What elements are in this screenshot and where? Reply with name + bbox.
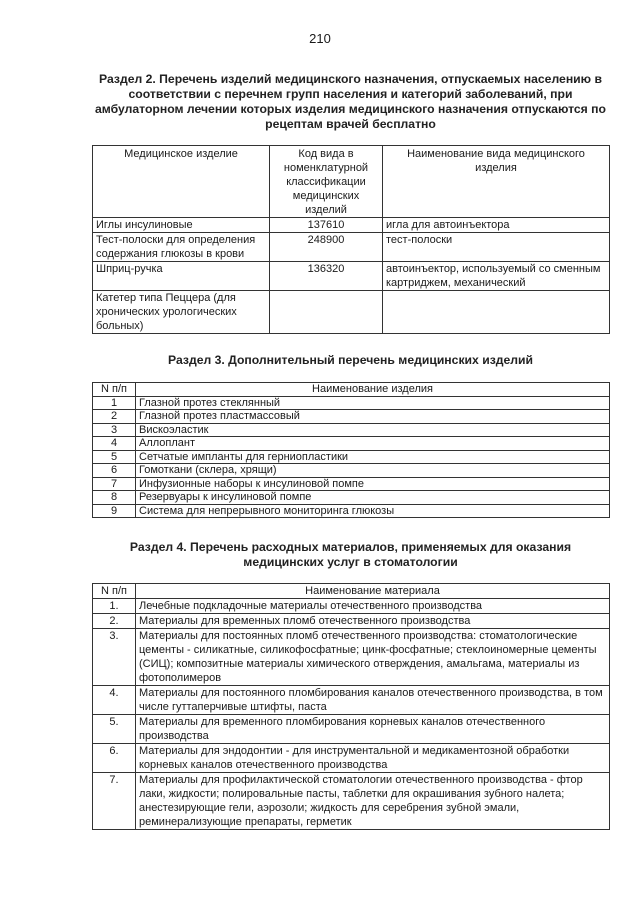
- column-header-number: N п/п: [93, 383, 136, 397]
- table-header-row: [93, 584, 610, 599]
- cell-name: Сетчатые импланты для герниопластики: [136, 450, 610, 464]
- table-row: [93, 504, 610, 518]
- cell-item: Иглы инсулиновые: [93, 218, 270, 233]
- table-row: [93, 291, 610, 334]
- table-row: [93, 614, 610, 629]
- cell-item: Шприц-ручка: [93, 262, 270, 291]
- cell-item: Тест-полоски для определения содержания глюкозы в крови: [93, 233, 270, 262]
- cell-name: Аллоплант: [136, 437, 610, 451]
- section-4-title: Раздел 4. Перечень расходных материалов, применяемых для оказания медицинских услуг в стоматологии: [129, 540, 572, 569]
- section-3-title: Раздел 3. Дополнительный перечень медицинских изделий: [168, 353, 533, 367]
- cell-number: 1.: [93, 599, 136, 614]
- cell-name: Материалы для эндодонтии - для инструментальной и медикаментозной обработки корневых каналов отечественного производства: [136, 744, 610, 773]
- cell-number: 9: [93, 504, 136, 518]
- table-row: [93, 450, 610, 464]
- cell-code: 136320: [270, 262, 383, 291]
- table-row: [93, 233, 610, 262]
- cell-name: Глазной протез пластмассовый: [136, 410, 610, 424]
- cell-number: 5: [93, 450, 136, 464]
- cell-number: 7.: [93, 773, 136, 830]
- cell-name: Глазной протез стеклянный: [136, 396, 610, 410]
- cell-name: Материалы для временных пломб отечественного производства: [136, 614, 610, 629]
- cell-name: Лечебные подкладочные материалы отечественного производства: [136, 599, 610, 614]
- column-header-name: Наименование материала: [136, 584, 610, 599]
- table-row: [93, 773, 610, 830]
- table-row: [93, 715, 610, 744]
- table-row: [93, 262, 610, 291]
- cell-number: 1: [93, 396, 136, 410]
- table-row: [93, 491, 610, 505]
- cell-type: тест-полоски: [383, 233, 610, 262]
- section-2-title: Раздел 2. Перечень изделий медицинского назначения, отпускаемых населению в соответствии с перечнем групп населения и категорий заболеваний, при амбулаторном лечении которых изделия медицинского назначения отпускаются по рецептам врачей бесплатно: [95, 72, 606, 131]
- table-row: [93, 477, 610, 491]
- column-header-number: N п/п: [93, 584, 136, 599]
- section-2-table: [92, 145, 610, 334]
- cell-number: 3: [93, 423, 136, 437]
- cell-type: игла для автоинъектора: [383, 218, 610, 233]
- table-row: [93, 218, 610, 233]
- cell-number: 6: [93, 464, 136, 478]
- section-3-table: [92, 382, 610, 518]
- table-header-row: [93, 383, 610, 397]
- cell-type: автоинъектор, используемый со сменным картриджем, механический: [383, 262, 610, 291]
- table-header-row: [93, 146, 610, 218]
- cell-name: Гомоткани (склера, хрящи): [136, 464, 610, 478]
- cell-name: Резервуары к инсулиновой помпе: [136, 491, 610, 505]
- cell-number: 7: [93, 477, 136, 491]
- table-row: [93, 686, 610, 715]
- table-row: [93, 464, 610, 478]
- cell-name: Материалы для постоянного пломбирования каналов отечественного производства, в том числе гуттаперчивые штифты, паста: [136, 686, 610, 715]
- section-4-table: [92, 583, 610, 830]
- cell-name: Материалы для постоянных пломб отечественного производства: стоматологические цементы - силикатные, силикофосфатные; цинк-фосфатные; стеклоиномерные цементы (СИЦ); композитные материалы химического отверждения, амальгама, материалы из фотополимеров: [136, 629, 610, 686]
- table-row: [93, 629, 610, 686]
- cell-name: Система для непрерывного мониторинга глюкозы: [136, 504, 610, 518]
- table-row: [93, 437, 610, 451]
- cell-name: Вискоэластик: [136, 423, 610, 437]
- table-row: [93, 744, 610, 773]
- column-header-name: Наименование изделия: [136, 383, 610, 397]
- cell-number: 5.: [93, 715, 136, 744]
- column-header-code: Код вида в номенклатурной классификации медицинских изделий: [270, 146, 383, 218]
- table-row: [93, 599, 610, 614]
- cell-code: 248900: [270, 233, 383, 262]
- table-row: [93, 410, 610, 424]
- cell-number: 3.: [93, 629, 136, 686]
- table-row: [93, 423, 610, 437]
- cell-code: 137610: [270, 218, 383, 233]
- cell-number: 6.: [93, 744, 136, 773]
- cell-name: Инфузионные наборы к инсулиновой помпе: [136, 477, 610, 491]
- table-row: [93, 396, 610, 410]
- page-number: 210: [309, 31, 331, 46]
- column-header-item: Медицинское изделие: [93, 146, 270, 218]
- column-header-type: Наименование вида медицинского изделия: [383, 146, 610, 218]
- cell-number: 4: [93, 437, 136, 451]
- cell-name: Материалы для профилактической стоматологии отечественного производства - фтор лаки, жидкости; полировальные пасты, таблетки для окрашивания зубного налета; анестезирующие гели, аэрозоли; жидкость для серебрения зубной эмали, реминерализующие препараты, герметик: [136, 773, 610, 830]
- cell-name: Материалы для временного пломбирования корневых каналов отечественного производства: [136, 715, 610, 744]
- cell-code: [270, 291, 383, 334]
- cell-type: [383, 291, 610, 334]
- cell-number: 8: [93, 491, 136, 505]
- cell-item: Катетер типа Пеццера (для хронических урологических больных): [93, 291, 270, 334]
- cell-number: 4.: [93, 686, 136, 715]
- cell-number: 2.: [93, 614, 136, 629]
- cell-number: 2: [93, 410, 136, 424]
